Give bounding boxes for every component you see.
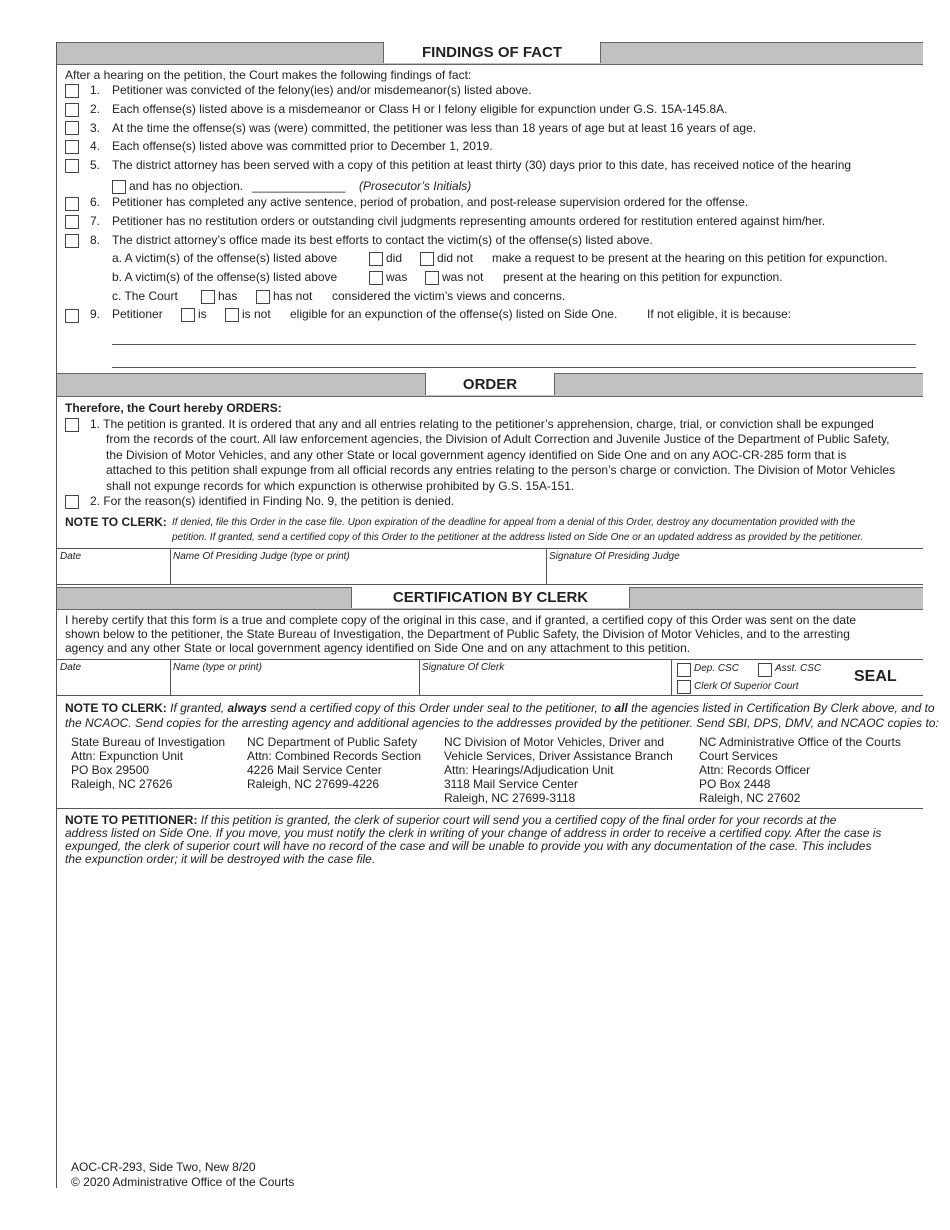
finding-9-text: Petitioner — [112, 307, 163, 321]
finding-8c-has-label: has — [218, 289, 238, 303]
finding-9-checkbox[interactable] — [65, 309, 79, 323]
finding-6-text: Petitioner has completed any active sentence, period of probation, and post-release supervision ordered for the offense. — [112, 195, 749, 209]
finding-6-number: 6. — [90, 195, 101, 209]
finding-8b-was-label: was — [386, 270, 408, 284]
address-line: PO Box 2448 — [699, 777, 771, 791]
finding-8c-has-checkbox[interactable] — [201, 290, 215, 304]
order-1-line-2: from the records of the court. All law enforcement agencies, the Division of Adult Correction and Juvenile Justice of the Department of Public Safety, — [106, 432, 890, 446]
cert-name-label: Name (type or print) — [173, 662, 262, 673]
finding-1-checkbox[interactable] — [65, 84, 79, 98]
finding-2-number: 2. — [90, 102, 101, 116]
order-sig-bottom-border — [57, 584, 923, 585]
finding-4-checkbox[interactable] — [65, 140, 79, 154]
finding-8b-rest: present at the hearing on this petition for expunction. — [503, 270, 783, 284]
findings-intro: After a hearing on the petition, the Court makes the following findings of fact: — [65, 68, 472, 82]
judge-signature-label: Signature Of Presiding Judge — [549, 551, 680, 562]
petitioner-note-top-border — [57, 808, 923, 809]
copyright: © 2020 Administrative Office of the Courts — [71, 1175, 295, 1189]
clerk-signature-label: Signature Of Clerk — [422, 662, 505, 673]
finding-3-number: 3. — [90, 121, 101, 135]
finding-8-number: 8. — [90, 233, 101, 247]
address-line: State Bureau of Investigation — [71, 735, 226, 749]
no-objection-text: and has no objection. — [129, 179, 244, 193]
finding-2-checkbox[interactable] — [65, 103, 79, 117]
finding-9-rest: eligible for an expunction of the offense(s) listed on Side One. — [290, 307, 618, 321]
cert-note-label: NOTE TO CLERK: — [65, 701, 167, 715]
clerk-superior-court-label: Clerk Of Superior Court — [694, 681, 799, 692]
address-line: NC Department of Public Safety — [247, 735, 418, 749]
finding-9-is-not-label: is not — [242, 307, 271, 321]
prosecutor-initials-field[interactable]: ______________ — [252, 179, 346, 193]
finding-9-reason-label: If not eligible, it is because: — [647, 307, 792, 321]
finding-5-text: The district attorney has been served with a copy of this petition at least thirty (30) days prior to this date, has received notice of the hearing — [112, 158, 852, 172]
finding-8c-has-not-label: has not — [273, 289, 313, 303]
finding-5-number: 5. — [90, 158, 101, 172]
order-header-bar — [57, 373, 923, 397]
cert-title: CERTIFICATION BY CLERK — [351, 587, 630, 608]
form-number: AOC-CR-293, Side Two, New 8/20 — [71, 1160, 256, 1174]
finding-7-checkbox[interactable] — [65, 215, 79, 229]
no-objection-checkbox[interactable] — [112, 180, 126, 194]
petitioner-note-text: If this petition is granted, the clerk of superior court will send you a certified copy of the final order for your records at the — [200, 813, 837, 827]
address-dps — [247, 735, 421, 791]
reason-line-1[interactable] — [112, 344, 916, 345]
finding-8a-did-label: did — [386, 251, 403, 265]
seal-label: SEAL — [854, 668, 897, 685]
cert-sig-divider-2 — [419, 659, 420, 695]
cert-sig-divider-1 — [170, 659, 171, 695]
address-line: NC Administrative Office of the Courts — [699, 735, 901, 749]
cert-date-label: Date — [60, 662, 82, 673]
address-sbi — [71, 735, 225, 791]
cert-line-3: agency and any other State or local government agency identified on Side One and on any attachment to this petition. — [65, 641, 691, 655]
finding-8b-was-not-label: was not — [442, 270, 484, 284]
asst-csc-label: Asst. CSC — [775, 663, 822, 674]
order-therefore: Therefore, the Court hereby ORDERS: — [65, 401, 282, 415]
finding-1-text: Petitioner was convicted of the felony(ies) and/or misdemeanor(s) listed above. — [112, 83, 532, 97]
petitioner-note-line-4: the expunction order; it will be destroyed with the case file. — [65, 852, 376, 866]
order-sig-divider-1 — [170, 548, 171, 584]
address-ncaoc — [699, 735, 901, 805]
petitioner-note-line-2: address listed on Side One. If you move, you must notify the clerk in writing of your change of address in order to receive a certified copy. After the case is — [65, 826, 882, 840]
dep-csc-checkbox[interactable] — [677, 663, 691, 677]
form-page — [56, 42, 939, 1189]
finding-8c-has-not-checkbox[interactable] — [256, 290, 270, 304]
findings-title: FINDINGS OF FACT — [383, 42, 601, 63]
cert-note-part-a: If granted, — [170, 701, 228, 715]
finding-9-is-not-checkbox[interactable] — [225, 308, 239, 322]
cert-note-all: all — [614, 701, 628, 715]
finding-8c-text: c. The Court — [112, 289, 178, 303]
finding-8a-did-not-checkbox[interactable] — [420, 252, 434, 266]
finding-7-text: Petitioner has no restitution orders or outstanding civil judgments representing amounts ordered for restitution entered against him/her. — [112, 214, 826, 228]
address-line: Vehicle Services, Driver Assistance Branch — [444, 749, 673, 763]
order-2-checkbox[interactable] — [65, 495, 79, 509]
order-sig-top-border — [57, 548, 923, 549]
address-line: 3118 Mail Service Center — [444, 777, 578, 791]
prosecutor-initials-label: (Prosecutor’s Initials) — [359, 179, 472, 193]
order-title: ORDER — [425, 373, 555, 395]
cert-note-always: always — [227, 701, 267, 715]
petitioner-note-label: NOTE TO PETITIONER: — [65, 813, 198, 827]
finding-8-text: The district attorney’s office made its best efforts to contact the victim(s) of the offense(s) listed above. — [112, 233, 653, 247]
finding-8b-was-not-checkbox[interactable] — [425, 271, 439, 285]
finding-8a-did-not-label: did not — [437, 251, 474, 265]
order-note-line-1: If denied, file this Order in the case file. Upon expiration of the deadline for appeal from a denial of this Order, destroy any documentation provided with the — [172, 517, 856, 528]
address-line: Attn: Hearings/Adjudication Unit — [444, 763, 614, 777]
finding-9-number: 9. — [90, 307, 101, 321]
cert-sig-bottom-border — [57, 695, 923, 696]
address-line: Raleigh, NC 27602 — [699, 791, 801, 805]
finding-1-number: 1. — [90, 83, 101, 97]
order-1-line-5: shall not expunge records for which expunction is otherwise prohibited by G.S. 15A-151. — [106, 479, 575, 493]
finding-8b-text: b. A victim(s) of the offense(s) listed above — [112, 270, 338, 284]
cert-note-line-1 — [65, 701, 935, 716]
address-line: Raleigh, NC 27626 — [71, 777, 173, 791]
finding-8a-did-checkbox[interactable] — [369, 252, 383, 266]
address-line: Attn: Combined Records Section — [247, 749, 422, 763]
cert-note-part-c: send a certified copy of this Order under seal to the petitioner, to — [266, 701, 615, 715]
finding-8a-text: a. A victim(s) of the offense(s) listed above — [112, 251, 338, 265]
finding-8-checkbox[interactable] — [65, 234, 79, 248]
judge-name-label: Name Of Presiding Judge (type or print) — [173, 551, 350, 562]
reason-line-2[interactable] — [112, 367, 916, 368]
order-1-checkbox[interactable] — [65, 418, 79, 432]
order-2-text: 2. For the reason(s) identified in Finding No. 9, the petition is denied. — [90, 494, 455, 508]
finding-9-is-checkbox[interactable] — [181, 308, 195, 322]
cert-line-2: shown below to the petitioner, the State Bureau of Investigation, the Department of Public Safety, the Division of Motor Vehicles, and to the arresting — [65, 627, 850, 641]
finding-2-text: Each offense(s) listed above is a misdemeanor or Class H or I felony eligible for expunction under G.S. 15A-145.8A. — [112, 102, 728, 116]
dep-csc-label: Dep. CSC — [694, 663, 740, 674]
cert-line-1: I hereby certify that this form is a true and complete copy of the original in this case, and if granted, a certified copy of this Order was sent on the date — [65, 613, 857, 627]
order-date-label: Date — [60, 551, 82, 562]
address-line: 4226 Mail Service Center — [247, 763, 382, 777]
order-note-line-2: petition. If granted, send a certified copy of this Order to the petitioner at the address listed on Side One or an updated address as provided by the petitioner. — [172, 532, 864, 543]
findings-header-bar — [57, 42, 923, 65]
order-note-label: NOTE TO CLERK: — [65, 515, 167, 529]
cert-note-part-e: the agencies listed in Certification By Clerk above, and to — [627, 701, 935, 715]
finding-9-is-label: is — [198, 307, 207, 321]
cert-header-bar — [57, 587, 923, 610]
address-line: Raleigh, NC 27699-4226 — [247, 777, 380, 791]
order-1-line-3: the Division of Motor Vehicles, and any other State or local government agency identified on Side One and on any AOC-CR-285 form that is — [106, 448, 847, 462]
address-line: NC Division of Motor Vehicles, Driver and — [444, 735, 665, 749]
petitioner-note-line-3: expunged, the clerk of superior court will have no record of the case and will be unable to provide you with any documentation of the case. This includes — [65, 839, 872, 853]
finding-6-checkbox[interactable] — [65, 197, 79, 211]
finding-3-text: At the time the offense(s) was (were) committed, the petitioner was less than 18 years of age but at least 16 years of age. — [112, 121, 757, 135]
cert-note-line-2: the NCAOC. Send copies for the arresting agency and additional agencies to the addresses provided by the petitioner. Send SBI, DPS, DMV, and NCAOC copies to: — [65, 716, 939, 730]
asst-csc-checkbox[interactable] — [758, 663, 772, 677]
order-sig-divider-2 — [546, 548, 547, 584]
finding-4-text: Each offense(s) listed above was committed prior to December 1, 2019. — [112, 139, 493, 153]
finding-7-number: 7. — [90, 214, 101, 228]
cert-sig-divider-3 — [671, 659, 672, 695]
address-line: Court Services — [699, 749, 778, 763]
finding-5-checkbox[interactable] — [65, 159, 79, 173]
finding-4-number: 4. — [90, 139, 101, 153]
address-line: Attn: Expunction Unit — [71, 749, 184, 763]
finding-8a-rest: make a request to be present at the hearing on this petition for expunction. — [492, 251, 888, 265]
clerk-superior-court-checkbox[interactable] — [677, 680, 691, 694]
cert-sig-top-border — [57, 659, 923, 660]
address-line: Raleigh, NC 27699-3118 — [444, 791, 576, 805]
address-line: Attn: Records Officer — [699, 763, 811, 777]
order-1-line-4: attached to this petition shall expunge from all official records any entries relating to the person’s charge or conviction. The Division of Motor Vehicles — [106, 463, 896, 477]
address-line: PO Box 29500 — [71, 763, 150, 777]
finding-8b-was-checkbox[interactable] — [369, 271, 383, 285]
order-1-text: 1. The petition is granted. It is ordered that any and all entries relating to the petitioner’s apprehension, charge, trial, or conviction shall be expunged — [90, 417, 874, 431]
address-dmv — [444, 735, 673, 805]
finding-3-checkbox[interactable] — [65, 121, 79, 135]
finding-8c-rest: considered the victim’s views and concerns. — [332, 289, 566, 303]
